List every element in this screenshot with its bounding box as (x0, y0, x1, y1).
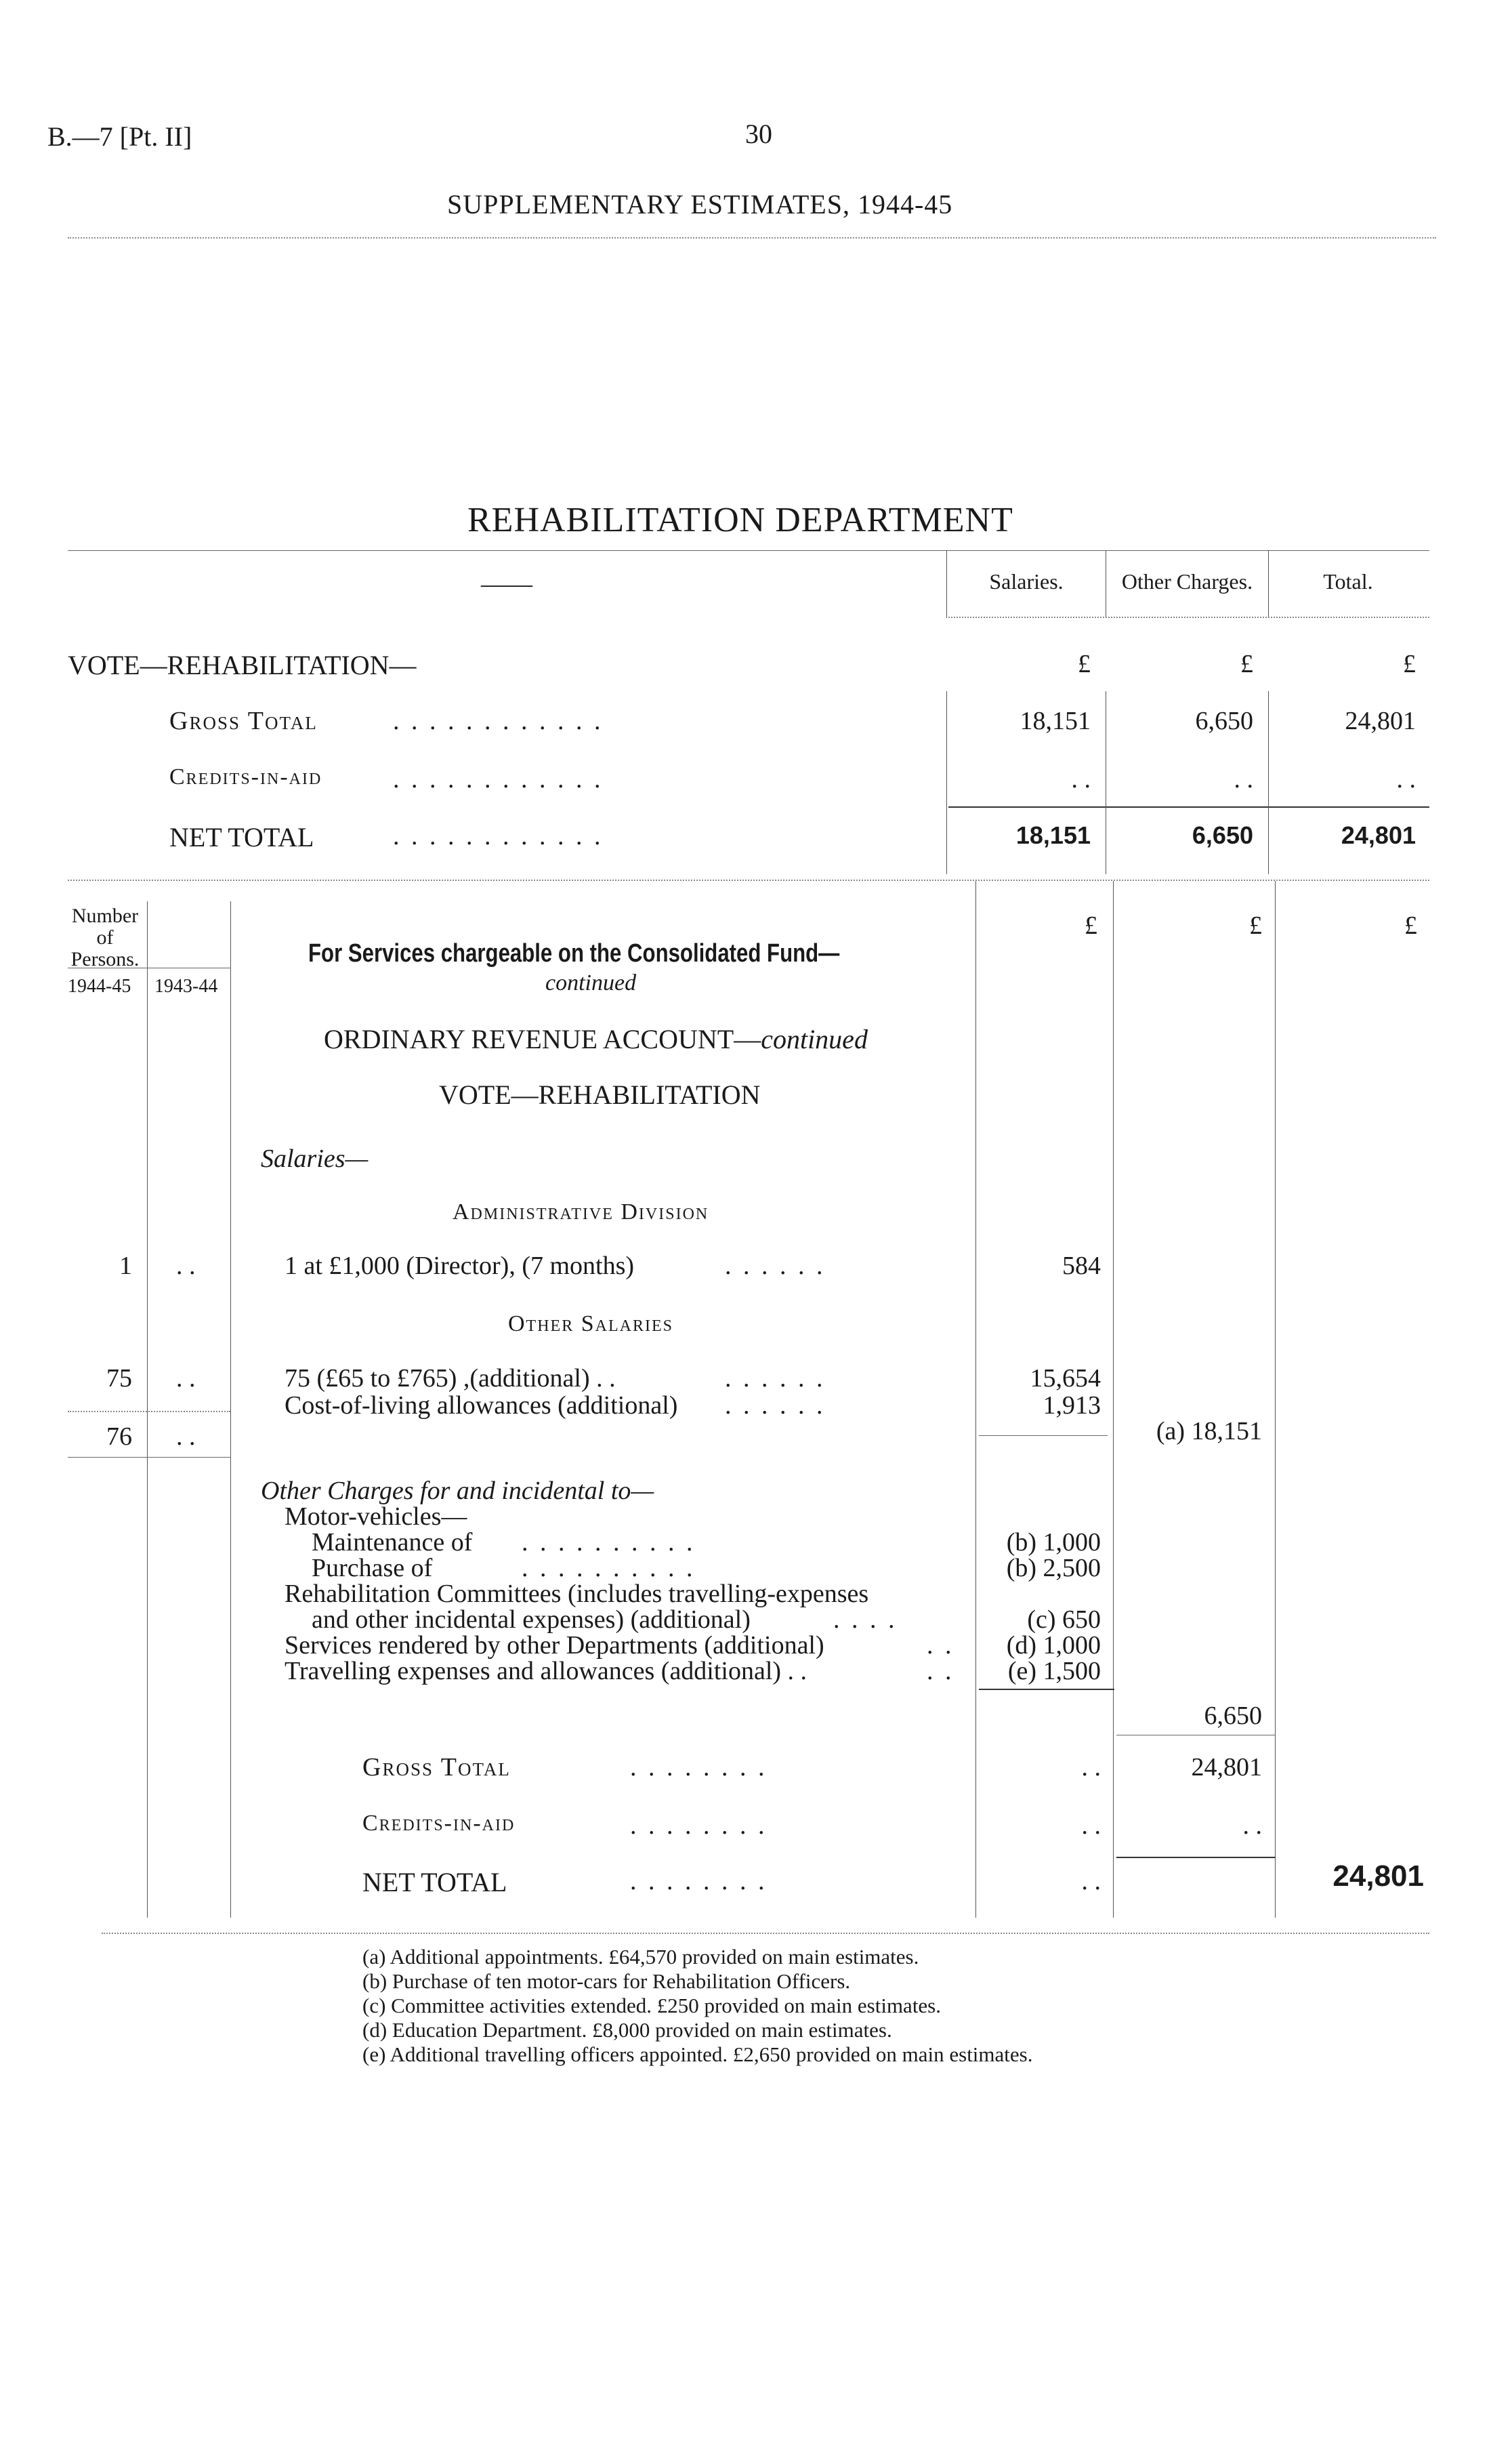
detail-currency-2: £ (1249, 911, 1262, 940)
account-continued: continued (761, 1024, 868, 1054)
footnote: (b) Purchase of ten motor-cars for Rehabilitation Officers. (362, 1969, 851, 1993)
footnote: (a) Additional appointments. £64,570 provided on main estimates. (362, 1945, 919, 1969)
summary-currency-salaries: £ (1078, 650, 1091, 678)
header-rule (68, 237, 1436, 239)
detail-bottom-rule (102, 1933, 1429, 1934)
charge-row-text: Services rendered by other Departments (additional) (285, 1631, 824, 1660)
salary-row-amount: 15,654 (1030, 1364, 1101, 1393)
leader-dots: . . . . . . . . (630, 1867, 768, 1895)
department-title: REHABILITATION DEPARTMENT (467, 501, 1013, 539)
summary-vote-label: VOTE—REHABILITATION— (68, 650, 417, 680)
summary-gross-salaries: 18,151 (1020, 707, 1091, 735)
charge-row-amount: (b) 2,500 (1006, 1554, 1101, 1582)
summary-row-label: Credits-in-aid (169, 764, 322, 789)
leader-dots: . . . . . . . . . . . . (393, 707, 604, 735)
summary-bottom-rule (68, 880, 1429, 881)
persons-current: 75 (106, 1364, 132, 1393)
summary-row-label: Gross Total (169, 707, 318, 735)
detail-gross-col2: 24,801 (1191, 1753, 1262, 1782)
charge-row-text: Maintenance of (312, 1528, 473, 1557)
detail-credits-col2: . . (1242, 1811, 1262, 1840)
summary-currency-total: £ (1403, 650, 1416, 678)
summary-currency-other: £ (1240, 650, 1253, 678)
charge-row-text: and other incidental expenses) (additional) (312, 1605, 751, 1634)
leader-dots: . . (927, 1657, 954, 1685)
leader-dots: . . . . . . (725, 1252, 826, 1280)
detail-currency-1: £ (1085, 911, 1097, 940)
leader-dots: . . . . . . . . (630, 1811, 768, 1840)
summary-net-salaries: 18,151 (1015, 821, 1091, 849)
other-charges-label: Other Charges for and incidental to— (261, 1477, 654, 1505)
persons-total-previous: . . (176, 1422, 196, 1451)
detail-currency-3: £ (1404, 911, 1417, 940)
summary-credits-other: . . (1234, 765, 1253, 794)
footnote: (c) Committee activities extended. £250 provided on main estimates. (362, 1994, 941, 2017)
charge-row-text: Rehabilitation Committees (includes travelling-expenses (285, 1580, 869, 1608)
account-title-text: ORDINARY REVENUE ACCOUNT— (324, 1024, 761, 1054)
leader-dots: . . . . . . . . (630, 1753, 768, 1782)
leader-dots: . . . . . . (725, 1391, 826, 1420)
detail-net-col1: . . (1081, 1867, 1101, 1895)
summary-net-total: 24,801 (1341, 821, 1416, 849)
year-1943-44: 1943-44 (154, 976, 218, 997)
persons-header: Number of Persons. (70, 905, 140, 970)
summary-gross-total: 24,801 (1345, 707, 1416, 735)
admin-row-text: 1 at £1,000 (Director), (7 months) (285, 1252, 635, 1280)
detail-total-label: Gross Total (362, 1753, 511, 1782)
salaries-subtotal-rule (979, 1435, 1108, 1436)
vote-title: VOTE—REHABILITATION (439, 1079, 761, 1110)
summary-net-rule (948, 806, 1429, 808)
persons-previous: . . (176, 1364, 196, 1393)
admin-row-amount: 584 (1062, 1252, 1101, 1280)
col-header-other-charges: Other Charges. (1121, 569, 1253, 594)
persons-previous: . . (176, 1252, 196, 1280)
leader-dots: . . . . . . (725, 1364, 826, 1393)
salaries-label: Salaries— (261, 1145, 369, 1173)
page-number: 30 (745, 119, 772, 149)
fund-continued: continued (545, 970, 637, 995)
summary-stub-dash: —— (481, 570, 532, 598)
detail-net-total: 24,801 (1332, 1859, 1424, 1893)
account-title (324, 1023, 868, 1055)
fund-title: For Services chargeable on the Consolidated Fund— (308, 939, 840, 968)
salaries-total: (a) 18,151 (1156, 1417, 1262, 1445)
summary-top-rule (68, 550, 1429, 551)
persons-current: 1 (119, 1252, 132, 1280)
summary-net-other: 6,650 (1192, 821, 1253, 849)
salary-row-text: 75 (£65 to £765) ,(additional) . . (285, 1364, 616, 1393)
detail-credits-col1: . . (1081, 1811, 1101, 1840)
summary-row-label: NET TOTAL (169, 822, 314, 852)
charge-row-text: Travelling expenses and allowances (additional) . . (285, 1657, 807, 1685)
leader-dots: . . . . . . . . . . . . (393, 765, 604, 794)
charge-row-amount: (e) 1,500 (1007, 1657, 1101, 1685)
charges-subtotal-rule (979, 1689, 1114, 1690)
summary-credits-total: . . (1396, 765, 1416, 794)
salary-row-amount: 1,913 (1043, 1391, 1101, 1420)
footnote: (d) Education Department. £8,000 provided on main estimates. (362, 2018, 892, 2042)
year-1944-45: 1944-45 (68, 976, 131, 997)
summary-gross-other: 6,650 (1195, 707, 1253, 735)
charge-row-text: Purchase of (312, 1554, 433, 1582)
detail-total-label: Credits-in-aid (362, 1811, 516, 1836)
charge-row-amount: (b) 1,000 (1006, 1528, 1101, 1557)
salary-row-text: Cost-of-living allowances (additional) (285, 1391, 678, 1420)
page-title: SUPPLEMENTARY ESTIMATES, 1944-45 (447, 189, 953, 220)
net-total-rule (1116, 1857, 1276, 1858)
leader-dots: . . (927, 1631, 954, 1660)
other-charges-total: 6,650 (1204, 1702, 1262, 1730)
page-reference: B.—7 [Pt. II] (47, 121, 192, 152)
footnote: (e) Additional travelling officers appointed. £2,650 provided on main estimates. (362, 2042, 1033, 2066)
detail-total-label: NET TOTAL (362, 1867, 507, 1897)
admin-division-heading: Administrative Division (453, 1199, 709, 1224)
other-salaries-heading: Other Salaries (508, 1311, 673, 1336)
leader-dots: . . . . . . . . . . . . (393, 822, 604, 850)
summary-header-rule (948, 617, 1429, 618)
detail-gross-col1: . . (1081, 1753, 1101, 1782)
col-header-salaries: Salaries. (989, 569, 1064, 594)
leader-dots: . . . . . . . . . . (522, 1554, 696, 1582)
summary-credits-salaries: . . (1071, 765, 1091, 794)
charge-row-amount: (d) 1,000 (1006, 1631, 1101, 1660)
leader-dots: . . . . . . . . . . (522, 1528, 696, 1557)
col-header-total: Total. (1323, 569, 1373, 594)
persons-total-current: 76 (106, 1422, 132, 1451)
charge-row-text: Motor-vehicles— (285, 1502, 467, 1531)
charge-row-amount: (c) 650 (1027, 1605, 1101, 1634)
leader-dots: . . . . (833, 1605, 898, 1634)
